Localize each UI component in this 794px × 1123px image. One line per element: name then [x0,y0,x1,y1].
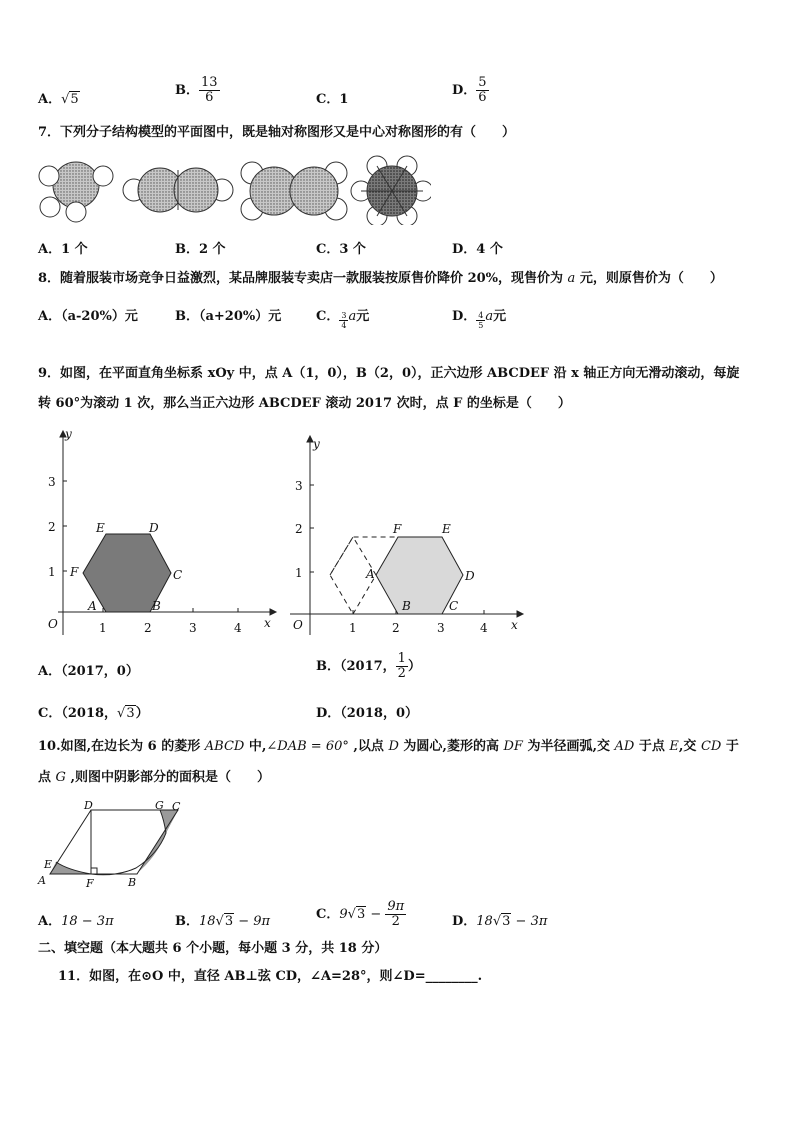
q6-option-c: C．1 [316,92,349,107]
q10-option-d: D．18√3 − 3π [452,914,548,929]
q9-stem-line1: 9．如图，在平面直角坐标系 xOy 中，点 A（1，0），B（2，0），正六边形 ABCDEF 沿 x 轴正方向无滑动滚动，每旋 [38,366,740,381]
q9-option-b: B．（2017， $\frac{1}{2}$ ） [316,651,421,681]
point-b-label: B [128,876,137,889]
origin-label: O [293,618,303,632]
point-c-label: C [449,599,459,613]
q10-option-c: C．9√3 − $\frac{9\pi}{2}$ [316,899,405,929]
section-2-title: 二、填空题（本大题共 6 个小题，每小题 3 分，共 18 分） [38,941,388,956]
q10-stem-line1: 10.如图,在边长为 6 的菱形 ABCD 中,∠DAB = 60° ,以点 D 为圆心,菱形的高 DF 为半径画弧,交 AD 于点 E,交 CD 于 [38,739,739,754]
axis-x-label: x [264,616,271,630]
x-tick-4: 4 [480,621,488,635]
point-d-label: D [84,799,93,812]
x-tick-4: 4 [234,621,242,635]
y-tick-1: 1 [295,566,303,580]
axis-x-label: x [511,618,518,632]
fraction: $\frac{5}{6}$ [478,75,487,105]
sqrt-radicand: 3 [224,914,234,929]
q7-option-d: D．4 个 [452,242,503,257]
arc-eg [56,810,166,875]
q9-stem-line2: 转 60°为滚动 1 次，那么当正六边形 ABCDEF 滚动 2017 次时，点 F 的坐标是（ ） [38,396,571,411]
q8-stem: 8．随着服装市场竞争日益激烈，某品牌服装专卖店一款服装按原售价降价 20%，现售价为 a 元，则原售价为（ ） [38,271,723,286]
point-g-label: G [155,799,164,812]
q7-stem: 7．下列分子结构模型的平面图中，既是轴对称图形又是中心对称图形的有（ ） [38,125,516,140]
q9-option-c: C．（2018，√3） [38,706,149,721]
q8-option-c: C． $\frac{3}{4}$ a元 [316,309,370,330]
q9-option-a: A．（2017，0） [38,664,139,679]
q9-figure-2 [285,430,530,640]
q8-option-a: A．（a-20%）元 [38,309,138,324]
sqrt-radicand: 3 [126,706,135,721]
point-e-label: E [44,858,53,871]
point-a-label: A [366,567,375,581]
y-tick-2: 2 [295,522,303,536]
q8-option-b: B．（a+20%）元 [175,309,282,324]
q9-figure-1 [38,425,283,640]
q7-option-a: A．1 个 [38,242,88,257]
q6-option-b: B． $\frac{13}{6}$ [175,75,218,105]
point-a-label: A [38,874,46,887]
x-tick-2: 2 [144,621,152,635]
fraction: $\frac{13}{6}$ [201,75,218,105]
sqrt-radicand: 3 [502,914,511,929]
point-c-label: C [173,568,183,582]
molecule-2 [123,168,233,212]
molecule-1 [39,162,113,222]
x-tick-2: 2 [392,621,400,635]
x-tick-1: 1 [99,621,107,635]
y-tick-3: 3 [48,475,56,489]
q10-stem-line2: 点 G ,则图中阴影部分的面积是（ ） [38,770,270,785]
fraction: $\frac{9\pi}{2}$ [387,899,405,929]
fraction: $\frac{4}{5}$ [478,311,484,330]
q6-option-a: A．√5 [38,92,79,107]
point-a-label: A [88,599,97,613]
axis-y-label: y [65,427,72,441]
q8-option-d: D． $\frac{4}{5}$ a元 [452,309,507,330]
fraction: $\frac{3}{4}$ [341,311,347,330]
point-e-label: E [96,521,105,535]
x-tick-3: 3 [437,621,445,635]
origin-label: O [48,617,58,631]
q9-option-d: D．（2018，0） [316,706,419,721]
y-tick-2: 2 [48,520,56,534]
q7-option-c: C．3 个 [316,242,366,257]
x-tick-1: 1 [349,621,357,635]
axis-y-label: y [313,437,320,451]
y-tick-3: 3 [295,479,303,493]
point-f-label: F [393,522,402,536]
point-f-label: F [86,877,94,890]
q6-option-d: D． $\frac{5}{6}$ [452,75,487,105]
point-d-label: D [149,521,159,535]
sqrt-radicand: 3 [356,907,366,922]
point-f-label: F [70,565,79,579]
q10-rhombus-figure [36,798,196,890]
fraction: $\frac{1}{2}$ [397,651,406,681]
x-tick-3: 3 [189,621,197,635]
q11-stem: 11．如图，在⊙O 中，直径 AB⊥弦 CD，∠A=28°，则∠D=________. [58,969,483,984]
q7-molecule-figures [36,155,431,225]
sqrt-radicand: 5 [70,92,79,107]
molecule-3 [241,162,347,220]
y-tick-1: 1 [48,565,56,579]
point-b-label: B [402,599,411,613]
point-c-label: C [172,800,181,813]
q10-option-b: B．18√3 − 9π [175,914,271,929]
molecule-4 [351,156,431,225]
point-d-label: D [465,569,475,583]
point-b-label: B [152,599,161,613]
point-e-label: E [442,522,451,536]
q7-option-b: B．2 个 [175,242,226,257]
q10-option-a: A．18 − 3π [38,914,114,929]
